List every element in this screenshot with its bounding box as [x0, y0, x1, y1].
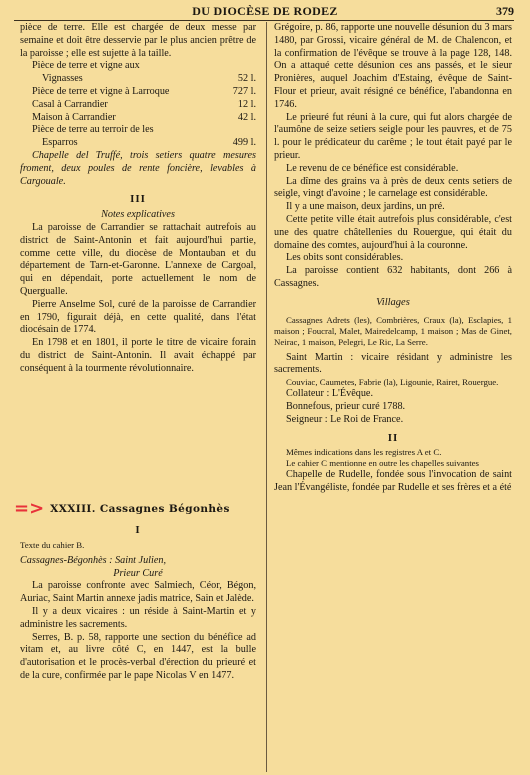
paragraph: Le prieuré fut réuni à la cure, qui fut alors chargée de l'aumône de seize setiers seigle pour les pauvres, et de 75 l. pour le prédicateur du carême ; le tout était payé par le prieur. — [274, 111, 512, 161]
paragraph: Cette petite ville était autrefois plus considérable, c'est une des quatre châtellenies du Rouergue, qui était du domaine des comtes, aujourd'hui à la couronne. — [274, 213, 512, 251]
chapelle-paragraph: Chapelle del Truffé, trois setiers quatre mesures froment, deux poules de rente foncière, levables à Cargouale. — [20, 149, 256, 187]
page-number: 379 — [496, 4, 514, 18]
section-numeral: III — [130, 193, 146, 206]
note-line: Le cahier C mentionne en outre les chapelles suivantes — [286, 458, 479, 469]
prieur-heading: Prieur Curé — [113, 567, 163, 579]
collateur-line: Collateur : L'Évêque. — [286, 388, 373, 400]
left-column — [20, 22, 256, 376]
left-column-lower — [20, 522, 256, 683]
note-line: Mêmes indications dans les registres A et C. — [286, 447, 442, 458]
paragraph: La dîme des grains va à près de deux cents setiers de seigle, vingt d'avoine ; le carnelage est considérable. — [274, 175, 512, 200]
paragraph: Grégoire, p. 86, rapporte une nouvelle désunion du 3 mars 1480, par Grossi, vicaire général de M. de Chalencon, et la confirmation de l'évêque se trouve à la page 128, 148. On a attaqué cette désunion ces ans passés, et le sieur Pronières, auquel Joachim d'Estaing, évêque de Saint-Flour et prieur, avait résigné ce bénéfice, l'abandonna en 1746. — [274, 22, 512, 110]
paragraph: Saint Martin : vicaire résidant y administre les sacrements. — [274, 351, 512, 376]
villages-list: Couviac, Caumetes, Fabrie (la), Ligounie, Rairet, Rouergue. — [286, 377, 499, 388]
paragraph: Serres, B. p. 58, rapporte une section du bénéfice ad vitam et, au livre côté C, en 1447, est la bulle d'autorisation et le procès-verbal d'érection du prieuré et de la cure, confirmée par le pape Nicolas V en 1477. — [20, 631, 256, 681]
paragraph: Il y a une maison, deux jardins, un pré. — [286, 201, 445, 213]
paragraph: Pierre Anselme Sol, curé de la paroisse de Carrandier en 1790, figurait déjà, en cette qualité, dans l'état diocésain de 1774. — [20, 298, 256, 336]
property-row: Pièce de terre au terroir de les — [32, 124, 154, 136]
paragraph: Les obits sont considérables. — [286, 252, 404, 264]
paragraph: En 1798 et en 1801, il porte le titre de vicaire forain du district de Saint-Antonin. Il avait échappé par conséquent à la tourmente révolutionnaire. — [20, 337, 256, 374]
running-title: DU DIOCÈSE DE RODEZ — [192, 4, 338, 18]
paragraph: La paroisse confronte avec Salmiech, Céor, Bégon, Auriac, Saint Martin annexe jadis matrice, Sain et Jalède. — [20, 580, 256, 605]
property-row: Esparros 499 l. — [42, 137, 256, 149]
property-row: Vignasses 52 l. — [42, 73, 256, 85]
header-rule — [14, 20, 514, 21]
property-list — [20, 60, 256, 150]
villages-heading: Villages — [376, 296, 410, 308]
property-row: Pièce de terre et vigne aux — [32, 60, 140, 72]
notes-heading: Notes explicatives — [101, 209, 175, 221]
section-title: XXXIII. Cassagnes Bégonhès — [50, 503, 230, 515]
texte-label: Texte du cahier B. — [20, 539, 85, 550]
paragraph: La paroisse contient 632 habitants, dont 266 à Cassagnes. — [274, 265, 512, 289]
prieur-line: Bonnefous, prieur curé 1788. — [286, 400, 406, 412]
column-divider — [266, 22, 267, 772]
paragraph: Il y a deux vicaires : un réside à Saint-Martin et y administre les sacrements. — [20, 605, 256, 630]
property-row: Maison à Carrandier 42 l. — [32, 111, 256, 123]
villages-list: Cassagnes Adrets (les), Combrières, Craux (la), Esclapies, 1 maison ; Foucral, Malet, Mairedelcamp, 1 maison ; Mas de Ginet, Neirac, 1 maison, Pelegri, Le Ric, La Serre. — [274, 314, 512, 347]
paragraph: La paroisse de Carrandier se rattachait autrefois au district de Saint-Antonin et fait aujourd'hui partie, comme cette ville, du diocèse de Montauban et du département de Tarn-et-Garonne. L'annexe de Cargoal, qui en dépendait, porte actuellement le nom de Quergualle. — [20, 221, 256, 297]
annotation-arrow-icon: => — [14, 498, 45, 519]
paragraph: Chapelle de Rudelle, fondée sous l'invocation de saint Jean l'Évangéliste, fondée par Rudelle et ses frères et a été — [274, 469, 512, 494]
section-heading-row — [14, 498, 230, 519]
property-row: Pièce de terre et vigne à Larroque 727 l. — [32, 85, 256, 97]
parish-line: Cassagnes-Bégonhès : Saint Julien, — [20, 554, 166, 566]
paragraph: pièce de terre. Elle est chargée de deux messe par semaine et doit être desservie par le plus ancien prêtre de la paroisse ; elle est sujette à la taille. — [20, 22, 256, 59]
section-numeral: I — [135, 524, 141, 536]
right-column — [274, 22, 512, 495]
seigneur-line: Seigneur : Le Roi de France. — [286, 413, 404, 425]
paragraph: Le revenu de ce bénéfice est considérable. — [286, 162, 459, 174]
section-numeral: II — [387, 431, 399, 444]
property-row: Casal à Carrandier 12 l. — [32, 98, 256, 110]
